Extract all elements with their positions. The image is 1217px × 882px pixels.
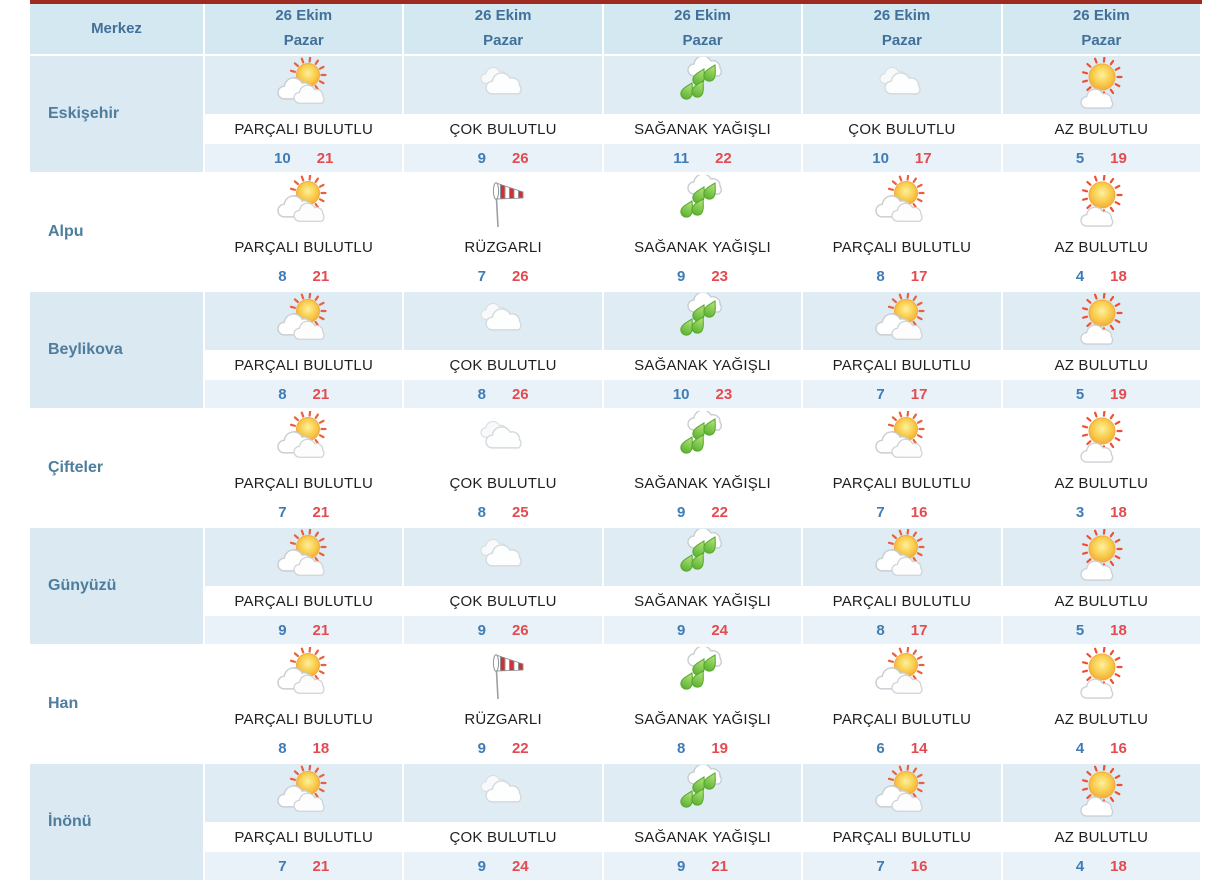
min-temperature: 5: [1075, 385, 1085, 403]
min-temperature: 3: [1075, 503, 1085, 521]
partly-cloudy-icon: [803, 764, 1000, 822]
header-day: Pazar: [682, 32, 723, 49]
temperature-pair: [604, 498, 801, 526]
max-temperature: 21: [711, 857, 729, 875]
condition-label: PARÇALI BULUTLU: [205, 350, 402, 380]
max-temperature: 18: [1110, 503, 1127, 521]
forecast-cell: [404, 528, 603, 644]
condition-label: AZ BULUTLU: [1003, 704, 1200, 734]
few-clouds-icon: [1003, 528, 1200, 586]
max-temperature: 17: [910, 267, 928, 285]
day-header-cell: [803, 4, 1002, 54]
day-header-cell: [205, 4, 404, 54]
district-name-cell: Han: [30, 646, 205, 762]
min-temperature: 8: [278, 267, 287, 285]
header-day: Pazar: [1081, 32, 1122, 49]
cloudy-icon: [404, 764, 601, 822]
forecast-cell: [604, 410, 803, 526]
min-temperature: 11: [673, 149, 690, 167]
condition-label: PARÇALI BULUTLU: [205, 704, 402, 734]
few-clouds-icon: [1003, 292, 1200, 350]
forecast-cell: [803, 410, 1002, 526]
min-temperature: 10: [274, 149, 291, 167]
forecast-cell: [604, 528, 803, 644]
header-day: Pazar: [283, 32, 324, 49]
max-temperature: 18: [1110, 621, 1127, 639]
temperature-pair: [205, 498, 402, 526]
max-temperature: 21: [312, 385, 330, 403]
header-day: Pazar: [483, 32, 524, 49]
temperature-pair: [803, 498, 1000, 526]
weather-forecast-table: [30, 4, 1202, 882]
temperature-pair: [404, 380, 601, 408]
header-date: 26 Ekim: [1072, 7, 1130, 25]
max-temperature: 22: [715, 149, 732, 167]
min-temperature: 6: [876, 739, 885, 757]
temperature-pair: [1003, 734, 1200, 762]
temperature-pair: [803, 616, 1000, 644]
max-temperature: 24: [711, 621, 729, 639]
condition-label: SAĞANAK YAĞIŞLI: [604, 114, 801, 144]
condition-label: ÇOK BULUTLU: [404, 586, 601, 616]
min-temperature: 8: [677, 739, 686, 757]
forecast-cell: [205, 56, 404, 172]
min-temperature: 9: [477, 739, 486, 757]
rain-shower-icon: [604, 646, 801, 704]
condition-label: PARÇALI BULUTLU: [803, 586, 1000, 616]
temperature-pair: [604, 852, 801, 880]
forecast-cell: [205, 528, 404, 644]
temperature-pair: [604, 616, 801, 644]
min-temperature: 4: [1075, 267, 1085, 285]
min-temperature: 9: [677, 503, 686, 521]
forecast-cell: [205, 292, 404, 408]
max-temperature: 16: [910, 857, 928, 875]
max-temperature: 26: [511, 267, 529, 285]
few-clouds-icon: [1003, 174, 1200, 232]
district-name-cell: Eskişehir: [30, 56, 205, 172]
partly-cloudy-icon: [803, 292, 1000, 350]
temperature-pair: [404, 616, 601, 644]
temperature-pair: [205, 734, 402, 762]
max-temperature: 21: [316, 149, 334, 167]
windsock-icon: [404, 174, 601, 232]
partly-cloudy-icon: [803, 528, 1000, 586]
partly-cloudy-icon: [803, 646, 1000, 704]
min-temperature: 8: [477, 385, 486, 403]
district-name-cell: Günyüzü: [30, 528, 205, 644]
condition-label: AZ BULUTLU: [1003, 822, 1200, 852]
condition-label: AZ BULUTLU: [1003, 232, 1200, 262]
condition-label: AZ BULUTLU: [1003, 350, 1200, 380]
max-temperature: 26: [511, 385, 529, 403]
temperature-pair: [1003, 852, 1200, 880]
day-header-cell: [404, 4, 603, 54]
few-clouds-icon: [1003, 410, 1200, 468]
min-temperature: 7: [278, 857, 287, 875]
temperature-pair: [1003, 262, 1200, 290]
district-name-cell: Çifteler: [30, 410, 205, 526]
condition-label: ÇOK BULUTLU: [404, 822, 601, 852]
max-temperature: 19: [1110, 385, 1127, 403]
max-temperature: 19: [1110, 149, 1127, 167]
temperature-pair: [205, 852, 402, 880]
min-temperature: 9: [677, 857, 686, 875]
max-temperature: 17: [910, 385, 928, 403]
cloudy-icon: [404, 56, 601, 114]
temperature-pair: [604, 262, 801, 290]
rain-shower-icon: [604, 56, 801, 114]
max-temperature: 23: [715, 385, 733, 403]
forecast-cell: [205, 764, 404, 880]
temperature-pair: [803, 144, 1000, 172]
table-header-row: [30, 4, 1202, 54]
forecast-cell: [604, 56, 803, 172]
condition-label: ÇOK BULUTLU: [404, 114, 601, 144]
condition-label: ÇOK BULUTLU: [404, 468, 601, 498]
forecast-row: [30, 646, 1202, 762]
temperature-pair: [205, 144, 402, 172]
max-temperature: 22: [711, 503, 729, 521]
cloudy-icon: [803, 56, 1000, 114]
few-clouds-icon: [1003, 646, 1200, 704]
max-temperature: 24: [511, 857, 529, 875]
forecast-table-body: [30, 56, 1202, 880]
max-temperature: 17: [914, 149, 932, 167]
condition-label: RÜZGARLI: [404, 704, 601, 734]
max-temperature: 25: [511, 503, 529, 521]
min-temperature: 9: [477, 857, 486, 875]
temperature-pair: [205, 380, 402, 408]
rain-shower-icon: [604, 764, 801, 822]
min-temperature: 7: [477, 267, 486, 285]
partly-cloudy-icon: [803, 174, 1000, 232]
forecast-cell: [404, 174, 603, 290]
min-temperature: 4: [1075, 739, 1085, 757]
max-temperature: 23: [711, 267, 729, 285]
max-temperature: 21: [312, 503, 330, 521]
windsock-icon: [404, 646, 601, 704]
temperature-pair: [803, 734, 1000, 762]
forecast-row: [30, 528, 1202, 644]
temperature-pair: [404, 852, 601, 880]
min-temperature: 4: [1075, 857, 1085, 875]
max-temperature: 18: [1110, 857, 1127, 875]
min-temperature: 5: [1075, 149, 1085, 167]
temperature-pair: [404, 262, 601, 290]
temperature-pair: [1003, 144, 1200, 172]
min-temperature: 9: [677, 621, 686, 639]
rain-shower-icon: [604, 528, 801, 586]
forecast-cell: [1003, 764, 1202, 880]
max-temperature: 22: [511, 739, 529, 757]
max-temperature: 14: [910, 739, 928, 757]
condition-label: PARÇALI BULUTLU: [205, 468, 402, 498]
forecast-row: [30, 292, 1202, 408]
min-temperature: 8: [477, 503, 486, 521]
max-temperature: 16: [1110, 739, 1127, 757]
rain-shower-icon: [604, 410, 801, 468]
min-temperature: 8: [876, 267, 885, 285]
max-temperature: 17: [910, 621, 928, 639]
district-name-cell: Beylikova: [30, 292, 205, 408]
min-temperature: 9: [477, 621, 486, 639]
forecast-cell: [404, 56, 603, 172]
partly-cloudy-icon: [205, 292, 402, 350]
condition-label: RÜZGARLI: [404, 232, 601, 262]
forecast-cell: [803, 56, 1002, 172]
temperature-pair: [1003, 616, 1200, 644]
forecast-cell: [604, 292, 803, 408]
condition-label: SAĞANAK YAĞIŞLI: [604, 350, 801, 380]
min-temperature: 7: [876, 857, 885, 875]
temperature-pair: [803, 852, 1000, 880]
condition-label: PARÇALI BULUTLU: [205, 232, 402, 262]
forecast-cell: [205, 646, 404, 762]
forecast-cell: [604, 174, 803, 290]
forecast-row: [30, 174, 1202, 290]
temperature-pair: [803, 262, 1000, 290]
condition-label: AZ BULUTLU: [1003, 468, 1200, 498]
header-day: Pazar: [881, 32, 922, 49]
condition-label: AZ BULUTLU: [1003, 586, 1200, 616]
temperature-pair: [205, 262, 402, 290]
forecast-cell: [404, 646, 603, 762]
forecast-cell: [404, 410, 603, 526]
day-header-cell: [604, 4, 803, 54]
max-temperature: 18: [312, 739, 330, 757]
min-temperature: 10: [672, 385, 690, 403]
max-temperature: 21: [312, 267, 330, 285]
partly-cloudy-icon: [205, 764, 402, 822]
condition-label: PARÇALI BULUTLU: [803, 468, 1000, 498]
condition-label: ÇOK BULUTLU: [803, 114, 1000, 144]
forecast-cell: [803, 764, 1002, 880]
header-date: 26 Ekim: [873, 7, 931, 25]
forecast-cell: [803, 292, 1002, 408]
rain-shower-icon: [604, 292, 801, 350]
condition-label: SAĞANAK YAĞIŞLI: [604, 468, 801, 498]
forecast-cell: [803, 174, 1002, 290]
condition-label: PARÇALI BULUTLU: [205, 822, 402, 852]
forecast-cell: [1003, 292, 1202, 408]
header-date: 26 Ekim: [275, 7, 333, 25]
min-temperature: 9: [677, 267, 686, 285]
partly-cloudy-icon: [205, 646, 402, 704]
condition-label: PARÇALI BULUTLU: [803, 232, 1000, 262]
partly-cloudy-icon: [205, 528, 402, 586]
min-temperature: 9: [477, 149, 486, 167]
forecast-row: [30, 410, 1202, 526]
cloudy-icon: [404, 528, 601, 586]
min-temperature: 7: [876, 385, 885, 403]
forecast-cell: [404, 764, 603, 880]
district-name-cell: İnönü: [30, 764, 205, 880]
temperature-pair: [604, 380, 801, 408]
condition-label: PARÇALI BULUTLU: [803, 350, 1000, 380]
temperature-pair: [604, 144, 801, 172]
condition-label: ÇOK BULUTLU: [404, 350, 601, 380]
temperature-pair: [1003, 498, 1200, 526]
merkez-header-cell: Merkez: [30, 4, 205, 54]
min-temperature: 9: [278, 621, 287, 639]
partly-cloudy-icon: [205, 56, 402, 114]
condition-label: AZ BULUTLU: [1003, 114, 1200, 144]
partly-cloudy-icon: [205, 174, 402, 232]
max-temperature: 21: [312, 857, 330, 875]
district-name-cell: Alpu: [30, 174, 205, 290]
forecast-row: [30, 764, 1202, 880]
day-header-cell: [1003, 4, 1202, 54]
forecast-cell: [205, 410, 404, 526]
forecast-cell: [1003, 646, 1202, 762]
condition-label: PARÇALI BULUTLU: [205, 586, 402, 616]
header-date: 26 Ekim: [674, 7, 731, 25]
condition-label: PARÇALI BULUTLU: [205, 114, 402, 144]
temperature-pair: [404, 498, 601, 526]
forecast-cell: [1003, 174, 1202, 290]
max-temperature: 26: [511, 621, 529, 639]
forecast-row: [30, 56, 1202, 172]
max-temperature: 26: [511, 149, 529, 167]
condition-label: SAĞANAK YAĞIŞLI: [604, 586, 801, 616]
max-temperature: 18: [1110, 267, 1127, 285]
condition-label: SAĞANAK YAĞIŞLI: [604, 704, 801, 734]
temperature-pair: [1003, 380, 1200, 408]
forecast-cell: [604, 646, 803, 762]
condition-label: PARÇALI BULUTLU: [803, 822, 1000, 852]
forecast-cell: [1003, 528, 1202, 644]
temperature-pair: [404, 144, 601, 172]
partly-cloudy-icon: [803, 410, 1000, 468]
cloudy-icon: [404, 410, 601, 468]
temperature-pair: [404, 734, 601, 762]
condition-label: PARÇALI BULUTLU: [803, 704, 1000, 734]
forecast-cell: [803, 528, 1002, 644]
min-temperature: 5: [1075, 621, 1085, 639]
few-clouds-icon: [1003, 56, 1200, 114]
min-temperature: 7: [876, 503, 885, 521]
forecast-cell: [404, 292, 603, 408]
min-temperature: 10: [872, 149, 889, 167]
min-temperature: 8: [876, 621, 885, 639]
header-date: 26 Ekim: [474, 7, 532, 25]
min-temperature: 7: [278, 503, 287, 521]
forecast-cell: [205, 174, 404, 290]
forecast-cell: [803, 646, 1002, 762]
max-temperature: 19: [711, 739, 729, 757]
partly-cloudy-icon: [205, 410, 402, 468]
max-temperature: 16: [910, 503, 928, 521]
rain-shower-icon: [604, 174, 801, 232]
forecast-cell: [1003, 410, 1202, 526]
min-temperature: 8: [278, 739, 287, 757]
temperature-pair: [803, 380, 1000, 408]
min-temperature: 8: [278, 385, 287, 403]
max-temperature: 21: [312, 621, 330, 639]
forecast-cell: [604, 764, 803, 880]
condition-label: SAĞANAK YAĞIŞLI: [604, 232, 801, 262]
forecast-cell: [1003, 56, 1202, 172]
temperature-pair: [604, 734, 801, 762]
condition-label: SAĞANAK YAĞIŞLI: [604, 822, 801, 852]
temperature-pair: [205, 616, 402, 644]
cloudy-icon: [404, 292, 601, 350]
few-clouds-icon: [1003, 764, 1200, 822]
